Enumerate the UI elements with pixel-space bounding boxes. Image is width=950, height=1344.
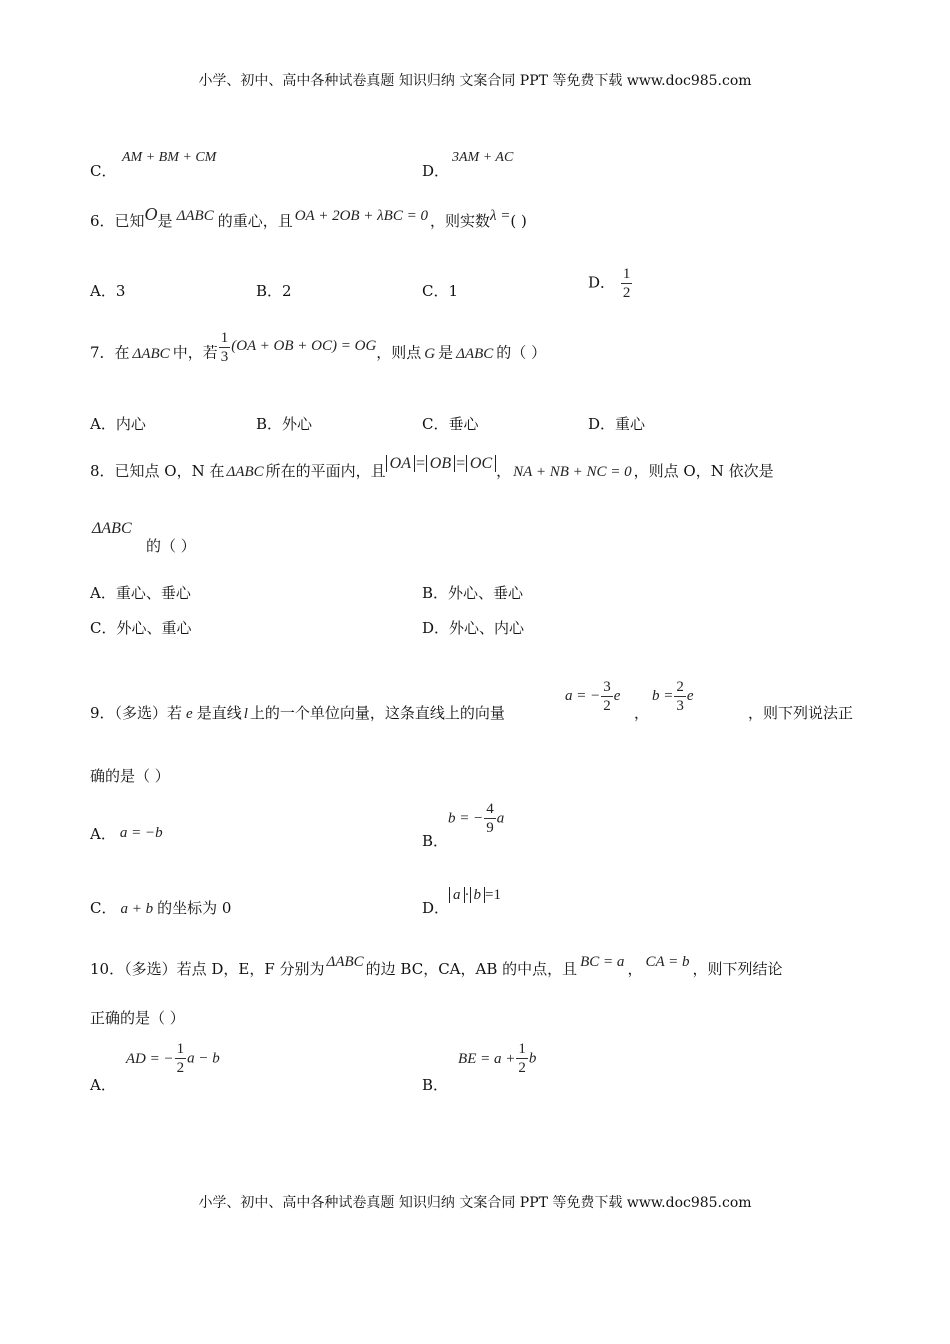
q5-option-c-math: AM + BM + CM [122,150,217,165]
option-label: C． [90,899,117,917]
q10-option-b[interactable]: B．BE = a + $\frac{1}{2}$ b [422,1041,537,1094]
fraction: $\frac{1}{2}$ [622,266,631,301]
q7-option-d[interactable]: D．重心 [588,415,646,433]
q6-option-d[interactable] [588,265,633,302]
fraction: $\frac{1}{2}$ [518,1041,526,1076]
option-label: D． [588,273,616,292]
q8-option-b[interactable]: B．外心、垂心 [422,584,524,602]
page-footer: 小学、初中、高中各种试卷真题 知识归纳 文案合同 PPT 等免费下载 www.doc985.com [198,1195,752,1211]
q6-option-b[interactable]: B．2 [256,282,292,300]
q9-vector-b: b = $\frac{2}{3}$ e [652,679,694,714]
q5-option-d[interactable] [422,160,449,181]
q8-option-c[interactable]: C．外心、重心 [90,619,192,637]
option-label: A． [90,1075,116,1094]
fraction: $\frac{4}{9}$ [486,801,494,836]
q9-vector-a: a = − $\frac{3}{2}$ e [565,679,621,714]
option-label: B． [422,1075,449,1094]
option-label: C． [90,162,117,180]
q8-option-a[interactable]: A．重心、垂心 [90,584,191,602]
option-label: D． [422,162,450,180]
q8-suffix: 的（ ） [146,537,196,555]
q9-stem-line2: 确的是（ ） [90,767,170,785]
fraction: $\frac{1}{2}$ [176,1041,185,1076]
q6-option-a[interactable]: A．3 [90,282,126,300]
q5-option-d-math: 3AM + AC [452,150,514,165]
q7-option-a[interactable]: A．内心 [90,415,146,433]
question-8: 8．已知点 O，N 在 ΔABC 所在的平面内，且 OA = OB = OC ， NA + NB + NC = 0 ，则点 O，N 依次是 [90,455,774,480]
option-label: B． [422,831,449,850]
q9-option-b[interactable]: B．b = − $\frac{4}{9}$ a [422,801,505,850]
fraction: $\frac{1}{3}$ [220,330,229,365]
q9-option-d[interactable]: D．a · b =1 [422,887,501,917]
q9-stem-end: ，则下列说法正 [748,704,854,722]
q10-stem-line2: 正确的是（ ） [90,1009,185,1027]
q9-option-a[interactable]: A． a = −b [90,825,163,843]
question-9: 9．（多选）若 e 是直线 l 上的一个单位向量，这条直线上的向量 [90,704,505,722]
q9-option-c[interactable]: C． a + b 的坐标为 0 [90,899,232,917]
page-header: 小学、初中、高中各种试卷真题 知识归纳 文案合同 PPT 等免费下载 www.doc985.com [198,73,752,89]
q5-option-c[interactable] [90,160,116,181]
fraction: $\frac{2}{3}$ [676,679,684,714]
q8-option-d[interactable]: D．外心、内心 [422,619,525,637]
q7-option-c[interactable]: C．垂心 [422,415,479,433]
question-7: 7．在 ΔABC 中，若 $\frac{1}{3}$ (OA + OB + OC) = OG，则点 G 是 ΔABC 的（ ） [90,330,547,365]
fraction: $\frac{3}{2}$ [603,679,611,714]
q6-option-c[interactable]: C．1 [422,282,459,300]
option-label: D． [422,899,450,917]
q7-option-b[interactable]: B．外心 [256,415,313,433]
q10-option-a[interactable]: A．AD = − $\frac{1}{2}$ a − b [90,1041,220,1094]
question-6: 6．已知O是 ΔABC 的重心，且 OA + 2OB + λBC = 0 ，则实数λ =( ) [90,204,527,230]
question-10: 10．（多选）若点 D，E，F 分别为 ΔABC 的边 BC，CA，AB 的中点，且 BC = a ， CA = b ，则下列结论 [90,954,783,978]
option-label: A． [90,825,116,843]
q8-triangle: ΔABC [92,520,132,537]
